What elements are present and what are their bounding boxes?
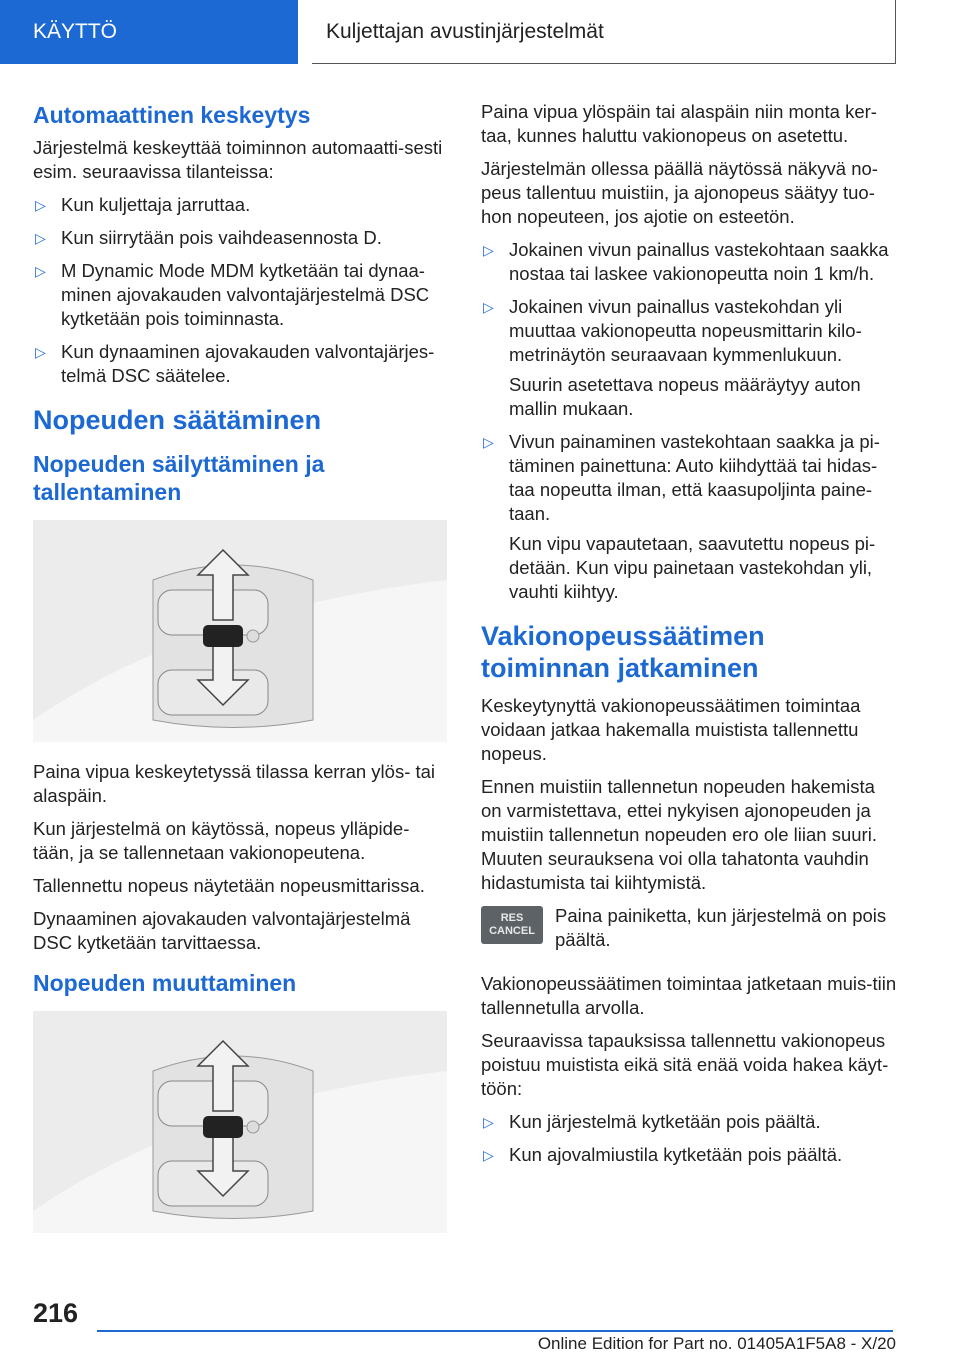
paragraph: Ennen muistiin tallennetun nopeuden hakemista on varmistettava, ettei nykyisen ajonopeuden ja muistiin tallennetun nopeuden ero ole liian suuri. Muuten seurauksena voi olla tahatonta vauhdin hidastumista tai kiihtymistä.	[481, 776, 877, 893]
triangle-bullet-icon: ▷	[483, 299, 494, 315]
list-item: ▷ Kun järjestelmä kytketään pois päältä.	[483, 1111, 821, 1132]
paragraph: Seuraavissa tapauksissa tallennettu vakionopeus poistuu muistista eikä sitä enää voida hakea käyt-töön:	[481, 1030, 889, 1099]
triangle-bullet-icon: ▷	[483, 434, 494, 450]
auto-stop-heading: Automaattinen keskeytys	[33, 102, 311, 128]
triangle-bullet-icon: ▷	[35, 344, 46, 360]
triangle-bullet-icon: ▷	[483, 1147, 494, 1163]
edition-note: Online Edition for Part no. 01405A1F5A8 - X/20	[537, 1334, 896, 1353]
auto-stop-list	[33, 193, 447, 388]
speed-adjust-heading: Nopeuden säätäminen	[33, 405, 322, 435]
keep-store-heading: Nopeuden säilyttäminen ja tallentaminen	[33, 451, 325, 505]
triangle-bullet-icon: ▷	[483, 242, 494, 258]
list-item: ▷ Kun dynaaminen ajovakauden valvontajärjes-telmä DSC säätelee.	[35, 341, 435, 386]
change-speed-heading: Nopeuden muuttaminen	[33, 970, 297, 996]
memory-clear-list	[481, 1110, 897, 1167]
paragraph: Kun järjestelmä on käytössä, nopeus ylläpide-tään, ja se tallennetaan vakionopeutena.	[33, 818, 410, 863]
paragraph: Vakionopeussäätimen toimintaa jatketaan muis-tiin tallennetulla arvolla.	[481, 973, 897, 1018]
list-item: ▷ Vivun painaminen vastekohtaan saakka ja pi-täminen painettuna: Auto kiihdyttää tai hidas-taa nopeutta ilman, että kaasupoljinta paine-taan. Kun vipu vapautetaan, saavutettu nopeus pi-detään. Kun vipu painetaan vastekohdan yli, vauhti kiihtyy.	[481, 430, 897, 604]
page-number: 216	[33, 1298, 79, 1328]
list-item: ▷ M Dynamic Mode MDM kytketään tai dynaa-minen ajovakauden valvontajärjestelmä DSC kytketään pois toiminnasta.	[35, 260, 430, 329]
left-column	[33, 100, 447, 1251]
res-cancel-instruction	[481, 904, 897, 960]
page-header	[0, 0, 960, 66]
list-item: ▷ Kun siirrytään pois vaihdeasennosta D.	[35, 227, 382, 248]
section-tab: KÄYTTÖ	[0, 0, 298, 64]
steering-wheel-lever-illustration	[33, 520, 447, 742]
chapter-title: Kuljettajan avustinjärjestelmät	[312, 0, 896, 64]
paragraph: Paina vipua ylöspäin tai alaspäin niin monta ker-taa, kunnes haluttu vakionopeus on asetettu.	[481, 101, 877, 146]
list-item-note: Suurin asetettava nopeus määräytyy auton mallin mukaan.	[509, 374, 861, 419]
paragraph: Keskeytynyttä vakionopeussäätimen toimintaa voidaan jatkaa hakemalla muistista tallennettu nopeus.	[481, 695, 861, 764]
steering-wheel-lever-illustration	[33, 1011, 447, 1233]
list-item: ▷ Kun ajovalmiustila kytketään pois päältä.	[483, 1144, 843, 1165]
res-cancel-text: Paina painiketta, kun järjestelmä on pois päältä.	[555, 905, 887, 950]
list-item: ▷ Jokainen vivun painallus vastekohdan yli muuttaa vakionopeutta nopeusmittarin kilo-metrinäytön seuraavaan kymmenlukuun. Suurin asetettava nopeus määräytyy auton mallin mukaan.	[481, 295, 897, 421]
triangle-bullet-icon: ▷	[35, 197, 46, 213]
paragraph: Järjestelmän ollessa päällä näytössä näkyvä no-peus tallentuu muistiin, ja ajonopeus säätyy tuo-hon nopeuteen, jos ajotie on esteetön.	[481, 158, 878, 227]
auto-stop-intro: Järjestelmä keskeyttää toiminnon automaatti-sesti esim. seuraavissa tilanteissa:	[33, 137, 443, 182]
resume-heading: Vakionopeussäätimen toiminnan jatkaminen	[481, 621, 765, 683]
triangle-bullet-icon: ▷	[483, 1114, 494, 1130]
lever-behaviour-list	[481, 238, 897, 604]
triangle-bullet-icon: ▷	[35, 263, 46, 279]
paragraph: Dynaaminen ajovakauden valvontajärjestelmä DSC kytketään tarvittaessa.	[33, 908, 411, 953]
paragraph: Paina vipua keskeytetyssä tilassa kerran ylös- tai alaspäin.	[33, 761, 436, 806]
paragraph: Tallennettu nopeus näytetään nopeusmittarissa.	[33, 875, 425, 896]
footer-divider	[97, 1330, 893, 1332]
list-item-note: Kun vipu vapautetaan, saavutettu nopeus pi-detään. Kun vipu painetaan vastekohdan yli, vauhti kiihtyy.	[509, 533, 876, 602]
list-item: ▷ Kun kuljettaja jarruttaa.	[35, 194, 251, 215]
res-cancel-button-icon: RES CANCEL	[481, 906, 543, 944]
right-column	[481, 100, 897, 1176]
list-item: ▷ Jokainen vivun painallus vastekohtaan saakka nostaa tai laskee vakionopeutta noin 1 km/h.	[483, 239, 889, 284]
triangle-bullet-icon: ▷	[35, 230, 46, 246]
